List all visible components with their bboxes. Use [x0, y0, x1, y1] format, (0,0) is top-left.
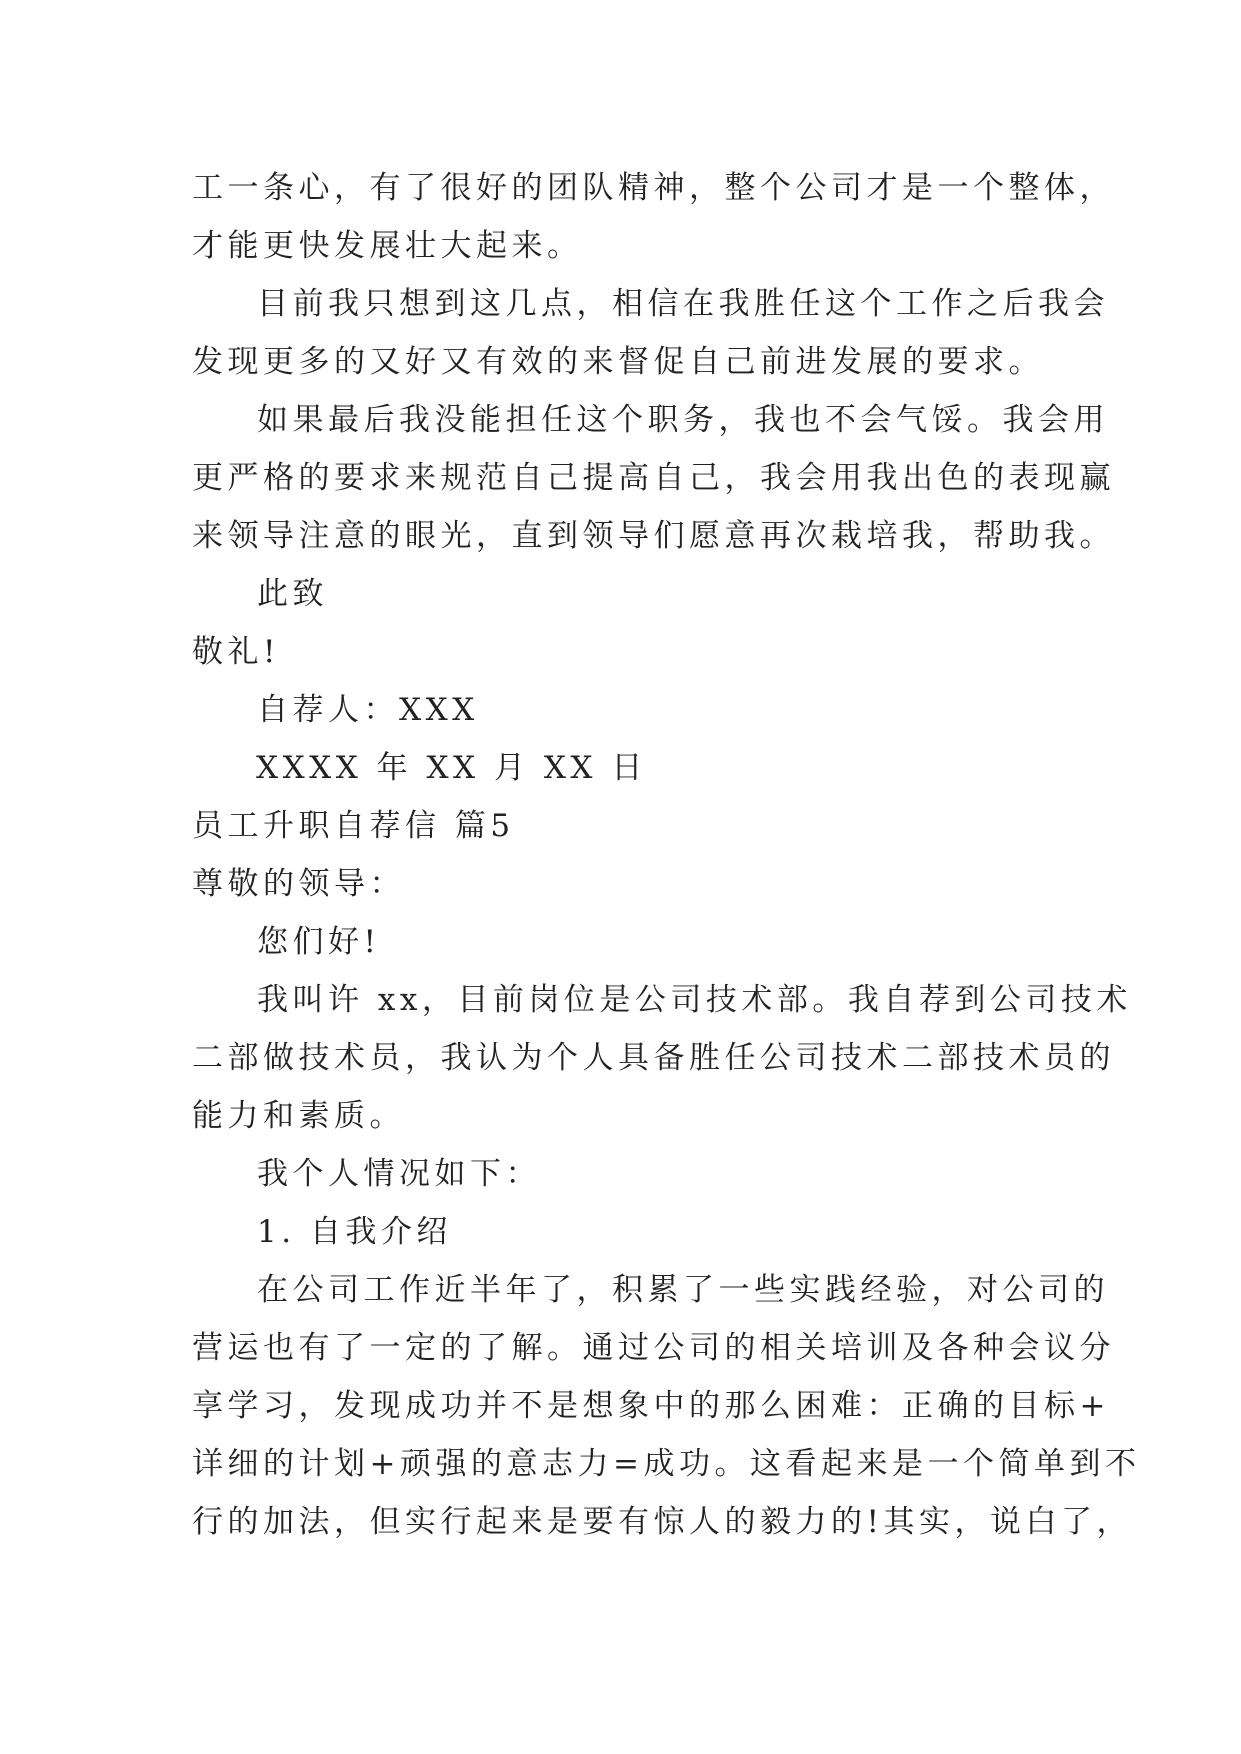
paragraph-line: 目前我只想到这几点，相信在我胜任这个工作之后我会 — [257, 286, 1109, 322]
paragraph-line: 工一条心，有了很好的团队精神，整个公司才是一个整体， — [192, 170, 1115, 206]
paragraph-line: 更严格的要求来规范自己提高自己，我会用我出色的表现赢 — [192, 460, 1115, 496]
paragraph-line: 营运也有了一定的了解。通过公司的相关培训及各种会议分 — [192, 1330, 1115, 1366]
paragraph-line: 我个人情况如下： — [257, 1156, 541, 1192]
paragraph-line: 来领导注意的眼光，直到领导们愿意再次栽培我，帮助我。 — [192, 518, 1115, 554]
paragraph-line: 详细的计划+顽强的意志力=成功。这看起来是一个简单到不 — [192, 1446, 1141, 1482]
closing-salutation: 此致 — [257, 576, 328, 612]
paragraph-line: 在公司工作近半年了，积累了一些实践经验，对公司的 — [257, 1272, 1109, 1308]
greeting: 您们好! — [257, 924, 381, 960]
paragraph-line: 二部做技术员，我认为个人具备胜任公司技术二部技术员的 — [192, 1040, 1115, 1076]
paragraph-line: 能力和素质。 — [192, 1098, 405, 1134]
date-line: XXXX 年 XX 月 XX 日 — [256, 750, 647, 786]
section-title: 员工升职自荐信 篇5 — [192, 808, 515, 844]
closing-salutation: 敬礼! — [192, 634, 280, 670]
paragraph-line: 我叫许 xx，目前岗位是公司技术部。我自荐到公司技术 — [257, 982, 1132, 1018]
paragraph-line: 享学习，发现成功并不是想象中的那么困难：正确的目标+ — [192, 1388, 1110, 1424]
paragraph-line: 行的加法，但实行起来是要有惊人的毅力的!其实，说白了， — [192, 1504, 1132, 1540]
signature-line: 自荐人：XXX — [257, 692, 479, 728]
paragraph-line: 才能更快发展壮大起来。 — [192, 228, 583, 264]
list-heading: 1. 自我介绍 — [257, 1214, 452, 1250]
greeting: 尊敬的领导： — [192, 866, 405, 902]
paragraph-line: 发现更多的又好又有效的来督促自己前进发展的要求。 — [192, 344, 1044, 380]
paragraph-line: 如果最后我没能担任这个职务，我也不会气馁。我会用 — [257, 402, 1109, 438]
